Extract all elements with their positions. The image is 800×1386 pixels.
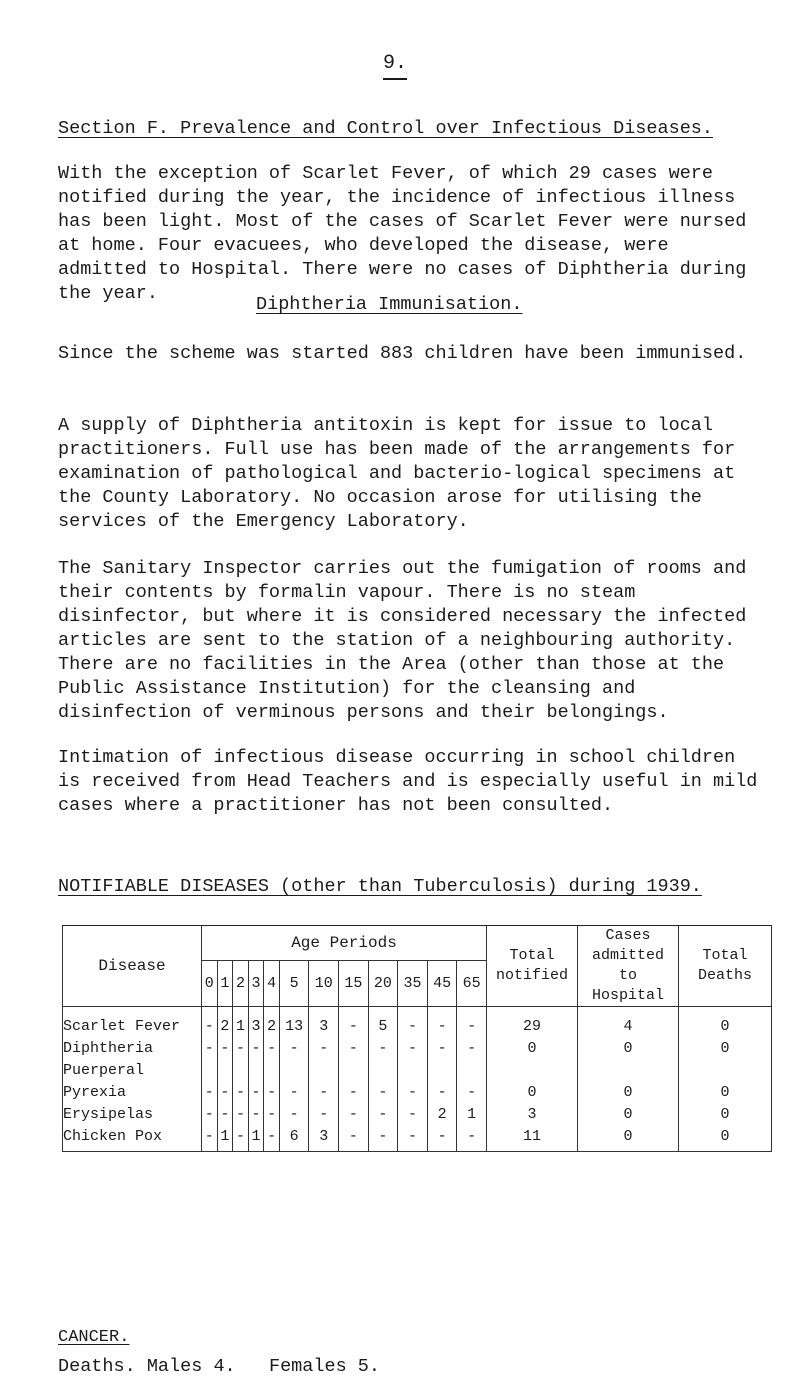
immunisation-heading: Diphtheria Immunisation.	[256, 294, 523, 315]
age-cell: 1	[457, 1103, 487, 1125]
age-cell: -	[427, 1007, 457, 1038]
age-cell: -	[264, 1103, 280, 1125]
total-notified-cell: 0	[487, 1081, 578, 1103]
age-cell: -	[217, 1037, 233, 1059]
age-cell: -	[368, 1125, 398, 1152]
age-cell: 1	[217, 1125, 233, 1152]
disease-name: Chicken Pox	[63, 1125, 202, 1152]
age-header: 20	[368, 960, 398, 1006]
col-header-disease: Disease	[63, 926, 202, 1007]
deaths-cell: 0	[679, 1037, 772, 1059]
disease-name: Scarlet Fever	[63, 1007, 202, 1038]
age-cell: -	[398, 1037, 428, 1059]
admitted-cell: 0	[578, 1037, 679, 1059]
table-row	[63, 1037, 772, 1059]
age-cell: -	[457, 1081, 487, 1103]
age-header: 1	[217, 960, 233, 1006]
age-header: 65	[457, 960, 487, 1006]
notifiable-diseases-table	[62, 925, 772, 1152]
age-cell: 5	[368, 1007, 398, 1038]
age-cell: -	[248, 1103, 264, 1125]
age-cell: -	[368, 1037, 398, 1059]
age-cell: -	[309, 1081, 339, 1103]
age-cell: -	[217, 1081, 233, 1103]
total-notified-cell: 0	[487, 1037, 578, 1059]
deaths-cell: 0	[679, 1081, 772, 1103]
age-cell: 6	[279, 1125, 309, 1152]
age-cell: -	[339, 1125, 369, 1152]
disease-name: Puerperal	[63, 1059, 202, 1081]
col-header-age-periods: Age Periods	[202, 926, 487, 961]
age-cell: -	[202, 1103, 218, 1125]
age-header: 10	[309, 960, 339, 1006]
age-cell: -	[398, 1103, 428, 1125]
admitted-cell: 0	[578, 1103, 679, 1125]
age-cell: 3	[309, 1125, 339, 1152]
age-cell: -	[264, 1125, 280, 1152]
page-number: 9.	[383, 52, 408, 75]
age-cell: -	[398, 1125, 428, 1152]
total-notified-cell: 11	[487, 1125, 578, 1152]
age-cell: -	[264, 1037, 280, 1059]
age-header: 5	[279, 960, 309, 1006]
age-header: 15	[339, 960, 369, 1006]
paragraph-immunised: Since the scheme was started 883 children have been immunised.	[58, 343, 747, 364]
total-notified-cell: 3	[487, 1103, 578, 1125]
paragraph-intimation: Intimation of infectious disease occurring in school children is received from Head Teachers and is especially useful in mild cases where a practitioner has not been consulted.	[58, 747, 758, 816]
notifiable-diseases-heading: NOTIFIABLE DISEASES (other than Tuberculosis) during 1939.	[58, 876, 702, 897]
age-cell: -	[248, 1081, 264, 1103]
table-row	[63, 1103, 772, 1125]
section-title: Section F. Prevalence and Control over Infectious Diseases.	[58, 118, 714, 139]
cancer-heading: CANCER.	[58, 1328, 130, 1347]
deaths-cell: 0	[679, 1103, 772, 1125]
age-cell: -	[309, 1103, 339, 1125]
col-header-total-deaths: Total Deaths	[679, 926, 772, 1007]
age-cell: -	[217, 1103, 233, 1125]
age-cell: -	[233, 1081, 249, 1103]
age-cell: -	[202, 1081, 218, 1103]
disease-name: Erysipelas	[63, 1103, 202, 1125]
age-cell: -	[339, 1037, 369, 1059]
age-cell: -	[427, 1081, 457, 1103]
age-cell: -	[309, 1037, 339, 1059]
age-cell: 3	[309, 1007, 339, 1038]
age-cell: -	[427, 1037, 457, 1059]
age-cell: -	[398, 1007, 428, 1038]
age-cell: -	[279, 1081, 309, 1103]
col-header-cases-admitted: Cases admitted to Hospital	[578, 926, 679, 1007]
cancer-males: Males 4.	[146, 1356, 236, 1377]
age-cell: -	[339, 1007, 369, 1038]
age-cell: -	[248, 1037, 264, 1059]
age-cell: -	[279, 1103, 309, 1125]
age-cell: 13	[279, 1007, 309, 1038]
paragraph-antitoxin: A supply of Diphtheria antitoxin is kept for issue to local practitioners. Full use has been made of the arrangements for examination of pathological and bacterio-logical specimens at the County Laboratory. No occasion arose for utilising the services of the Emergency Laboratory.	[58, 415, 736, 532]
cancer-deaths-label: Deaths.	[58, 1356, 136, 1377]
total-notified-cell: 29	[487, 1007, 578, 1038]
age-cell: -	[202, 1007, 218, 1038]
age-cell: -	[427, 1125, 457, 1152]
age-cell: 1	[248, 1125, 264, 1152]
age-cell: -	[339, 1103, 369, 1125]
age-cell: 2	[217, 1007, 233, 1038]
age-cell: -	[339, 1081, 369, 1103]
table-row	[63, 1007, 772, 1038]
table-row	[63, 1059, 772, 1081]
cancer-females: Females 5.	[268, 1356, 380, 1377]
deaths-cell: 0	[679, 1007, 772, 1038]
age-cell: -	[457, 1007, 487, 1038]
col-header-total-notified: Total notified	[487, 926, 578, 1007]
age-cell: -	[264, 1081, 280, 1103]
age-cell: 3	[248, 1007, 264, 1038]
age-cell: -	[457, 1125, 487, 1152]
age-cell: -	[279, 1037, 309, 1059]
age-cell: 1	[233, 1007, 249, 1038]
age-cell: -	[233, 1037, 249, 1059]
age-cell: -	[202, 1125, 218, 1152]
age-header: 2	[233, 960, 249, 1006]
age-header: 4	[264, 960, 280, 1006]
disease-name: Diphtheria	[63, 1037, 202, 1059]
age-cell: -	[233, 1103, 249, 1125]
age-cell: -	[233, 1125, 249, 1152]
disease-name-line2: Pyrexia	[63, 1081, 202, 1103]
admitted-cell: 0	[578, 1125, 679, 1152]
admitted-cell: 0	[578, 1081, 679, 1103]
deaths-cell: 0	[679, 1125, 772, 1152]
age-header: 45	[427, 960, 457, 1006]
table-row	[63, 1125, 772, 1152]
table-row	[63, 1081, 772, 1103]
age-cell: -	[398, 1081, 428, 1103]
age-header: 0	[202, 960, 218, 1006]
admitted-cell: 4	[578, 1007, 679, 1038]
age-cell: -	[457, 1037, 487, 1059]
age-header: 35	[398, 960, 428, 1006]
age-cell: 2	[427, 1103, 457, 1125]
cancer-deaths	[58, 1356, 380, 1377]
age-cell: 2	[264, 1007, 280, 1038]
paragraph-scarlet-fever: With the exception of Scarlet Fever, of which 29 cases were notified during the year, the incidence of infectious illness has been light. Most of the cases of Scarlet Fever were nursed at home. Four evacuees, who developed the disease, were admitted to Hospital. There were no cases of Diphtheria during the year.	[58, 163, 747, 304]
age-cell: -	[368, 1103, 398, 1125]
paragraph-fumigation: The Sanitary Inspector carries out the fumigation of rooms and their contents by formalin vapour. There is no steam disinfector, but where it is considered necessary the infected articles are sent to the station of a neighbouring authority. There are no facilities in the Area (other than those at the Public Assistance Institution) for the cleansing and disinfection of verminous persons and their belongings.	[58, 558, 747, 723]
age-cell: -	[202, 1037, 218, 1059]
age-header: 3	[248, 960, 264, 1006]
age-cell: -	[368, 1081, 398, 1103]
